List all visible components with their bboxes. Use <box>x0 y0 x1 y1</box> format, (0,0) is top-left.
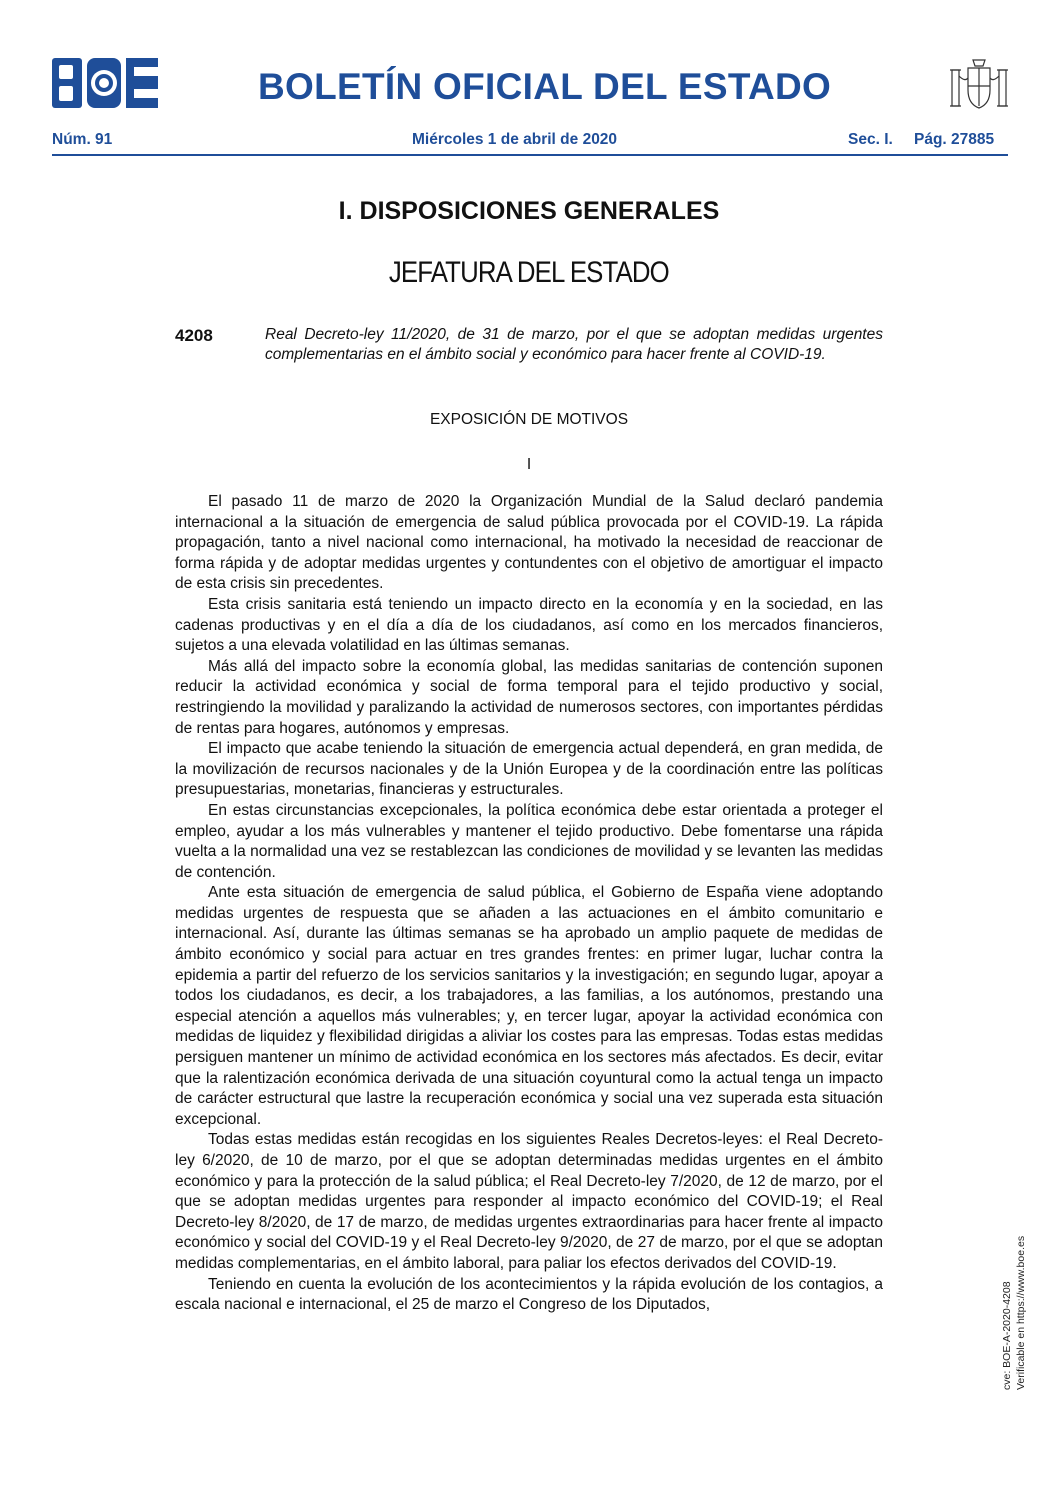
boe-logo <box>52 58 158 108</box>
section-title: I. DISPOSICIONES GENERALES <box>338 197 720 225</box>
paragraph: El pasado 11 de marzo de 2020 la Organización Mundial de la Salud declaró pandemia internacional a la situación de emergencia de salud pública provocada por el COVID-19. La rápida propagación, tanto a nivel nacional como internacional, ha motivado la necesidad de reaccionar de forma rápida y de adoptar medidas urgentes y contundentes con el objetivo de amortiguar el impacto de esta crisis sin precedentes. <box>175 493 883 593</box>
issue-number: Núm. 91 <box>52 131 113 148</box>
coat-of-arms-icon <box>948 56 1010 114</box>
disposition-number: 4208 <box>175 326 213 345</box>
header-divider <box>52 154 1008 156</box>
cve-code: cve: BOE-A-2020-4208 <box>1001 1281 1013 1390</box>
verification-sidebar <box>1000 1236 1028 1390</box>
section-label: Sec. I. <box>848 131 893 148</box>
disposition-title: Real Decreto-ley 11/2020, de 31 de marzo, por el que se adoptan medidas urgentes complementarias en el ámbito social y económico para hacer frente al COVID-19. <box>265 326 883 363</box>
paragraph: Más allá del impacto sobre la economía global, las medidas sanitarias de contención suponen reducir la actividad económica y social de forma temporal para el tejido productivo y social, restringiendo la movilidad y paralizando la actividad de numerosos sectores, con importantes pérdidas de rentas para hogares, autónomos y empresas. <box>175 657 883 737</box>
issue-date: Miércoles 1 de abril de 2020 <box>412 131 618 148</box>
verification-url[interactable]: Verificable en https://www.boe.es <box>1015 1235 1027 1390</box>
paragraph: Ante esta situación de emergencia de salud pública, el Gobierno de España viene adoptando medidas urgentes de respuesta que se añaden a las actuaciones en el ámbito comunitario e internacional. Así, durante las últimas semanas se ha aprobado un amplio paquete de medidas de ámbito económico y social para actuar en tres grandes frentes: en primer lugar, luchar contra la epidemia a partir del refuerzo de los servicios sanitarios y la investigación; en segundo lugar, apoyar a todos los ciudadanos, es decir, a los trabajadores, a las familias, a los autónomos, prestando una especial atención a aquellos más vulnerables; y, en tercer lugar, apoyar la actividad económica con medidas de liquidez y flexibilidad dirigidas a aliviar los costes para las empresas. Todas estas medidas persiguen mantener un mínimo de actividad económica en los sectores más afectados. Es decir, evitar que la ralentización económica derivada de una situación coyuntural como la actual tenga un impacto de carácter estructural que lastre la recuperación económica y social una vez superada esta situación excepcional. <box>175 884 883 1128</box>
paragraph: En estas circunstancias excepcionales, la política económica debe estar orientada a proteger el empleo, ayudar a los más vulnerables y mantener el tejido productivo. Debe fomentarse una rápida vuelta a la normalidad una vez se restablezcan las condiciones de movilidad y se levanten las medidas de contención. <box>175 801 883 881</box>
paragraph: Esta crisis sanitaria está teniendo un impacto directo en la economía y en la sociedad, en las cadenas productivas y en el día a día de los ciudadanos, así como en los mercados financieros, sujetos a una elevada volatilidad en las últimas semanas. <box>175 595 883 655</box>
organization-title: JEFATURA DEL ESTADO <box>388 256 669 289</box>
gazette-meta-row <box>52 131 1008 151</box>
chapter-numeral: I <box>526 456 532 473</box>
page-number: Pág. 27885 <box>914 131 995 148</box>
exposition-heading: EXPOSICIÓN DE MOTIVOS <box>429 411 629 428</box>
paragraph: El impacto que acabe teniendo la situación de emergencia actual dependerá, en gran medida, de la movilización de recursos nacionales y de la Unión Europea y de la coordinación entre las políticas presupuestarias, monetarias, financieras y estructurales. <box>175 740 883 799</box>
gazette-title: BOLETÍN OFICIAL DEL ESTADO <box>258 66 832 107</box>
document-body <box>175 492 883 1316</box>
paragraph: Teniendo en cuenta la evolución de los acontecimientos y la rápida evolución de los contagios, a escala nacional e internacional, el 25 de marzo el Congreso de los Diputados, <box>175 1275 883 1314</box>
paragraph: Todas estas medidas están recogidas en los siguientes Reales Decretos-leyes: el Real Decreto-ley 6/2020, de 10 de marzo, por el que se adoptan determinadas medidas urgentes en el ámbito económico y para la protección de la salud pública; el Real Decreto-ley 7/2020, de 12 de marzo, por el que se adoptan medidas urgentes para responder al impacto económico del COVID-19; el Real Decreto-ley 8/2020, de 17 de marzo, de medidas urgentes extraordinarias para hacer frente al impacto económico y social del COVID-19 y el Real Decreto-ley 9/2020, de 27 de marzo, por el que se adoptan medidas complementarias, en el ámbito laboral, para paliar los efectos derivados del COVID-19. <box>175 1131 883 1272</box>
